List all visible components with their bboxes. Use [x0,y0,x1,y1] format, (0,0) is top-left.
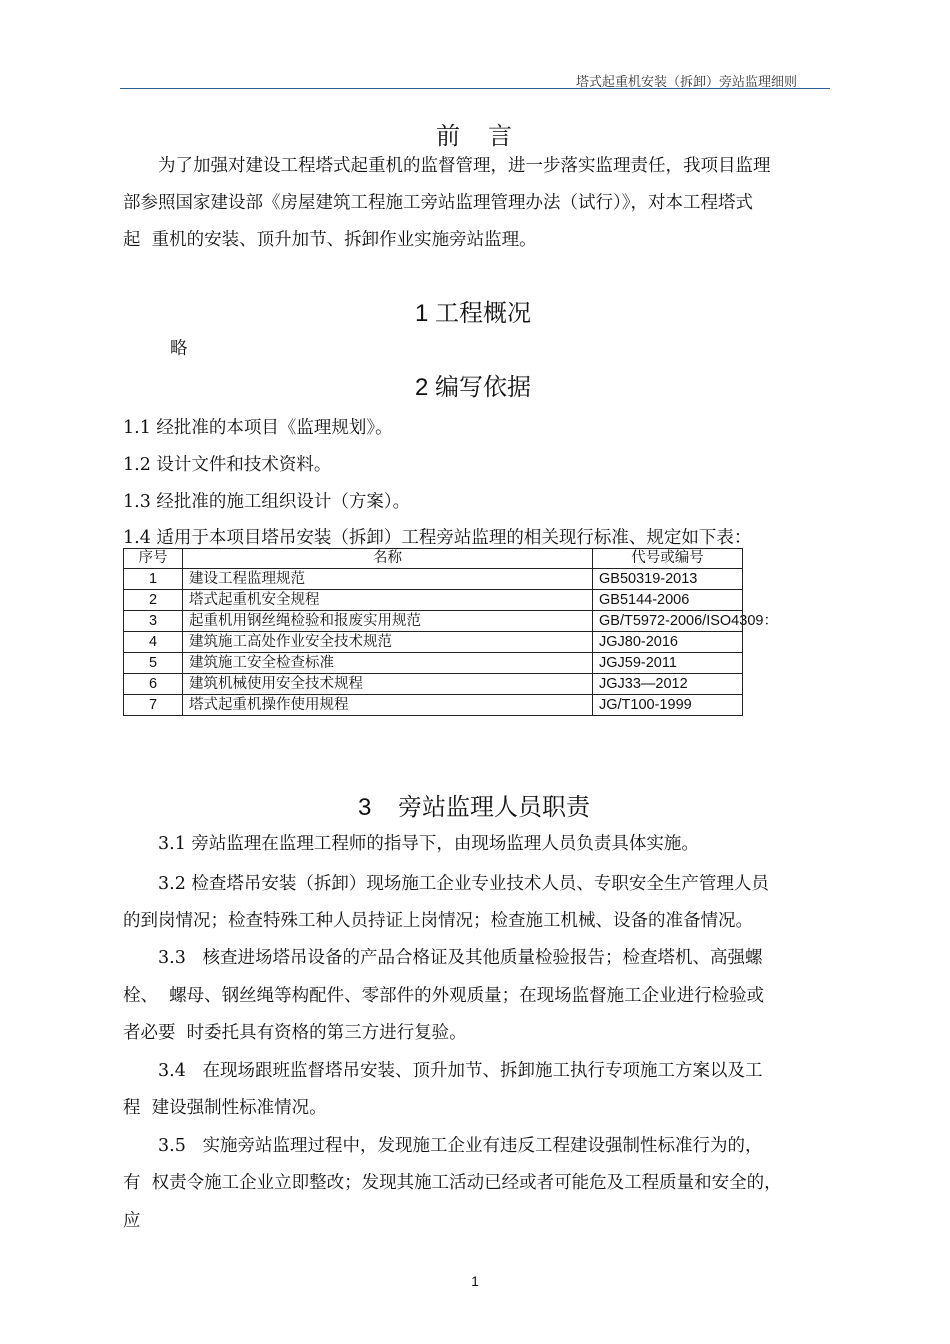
row-number: 5 [124,653,183,674]
standard-name: 起重机用钢丝绳检验和报废实用规范 [183,611,593,632]
col-header-code: 代号或编号 [593,549,743,569]
duty-line-3: 的到岗情况；检查特殊工种人员持证上岗情况；检查施工机械、设备的准备情况。 [123,911,753,931]
duty-line-6: 者必要 时委托具有资格的第三方进行复验。 [123,1023,467,1043]
table-row [124,590,743,611]
standard-code: JGJ80-2016 [593,632,743,653]
standard-code: JGJ33—2012 [593,674,743,695]
standard-code: GB5144-2006 [593,590,743,611]
duty-line-4: 3.3 核查进场塔吊设备的产品合格证及其他质量检验报告；检查塔机、高强螺 [158,948,763,968]
section-1-body: 略 [170,339,188,359]
duty-line-2: 3.2 检查塔吊安装（拆卸）现场施工企业专业技术人员、专职安全生产管理人员 [158,874,769,894]
section-3-heading: 3 旁站监理人员职责 [358,794,591,821]
row-number: 1 [124,569,183,590]
duty-line-11: 应 [123,1211,141,1231]
duty-line-8: 程 建设强制性标准情况。 [123,1098,327,1118]
basis-item-4: 1.4 适用于本项目塔吊安装（拆卸）工程旁站监理的相关现行标准、规定如下表： [123,528,752,548]
col-header-name: 名称 [183,549,593,569]
header-rule [120,88,830,89]
duty-line-5: 栓、 螺母、钢丝绳等构配件、零部件的外观质量；在现场监督施工企业进行检验或 [123,986,765,1006]
table-row [124,653,743,674]
table-header-row [124,549,743,569]
section-2-heading: 2 编写依据 [415,374,532,401]
preface-line-2: 部参照国家建设部《房屋建筑工程施工旁站监理管理办法（试行）》，对本工程塔式 [123,193,753,213]
standard-name: 建筑施工高处作业安全技术规范 [183,632,593,653]
row-number: 4 [124,632,183,653]
table-row [124,611,743,632]
standard-name: 建筑施工安全检查标准 [183,653,593,674]
basis-item-3: 1.3 经批准的施工组织设计（方案）。 [123,492,411,512]
page-number: 1 [471,1273,479,1289]
standard-name: 塔式起重机操作使用规程 [183,695,593,716]
table-row [124,569,743,590]
preface-line-1: 为了加强对建设工程塔式起重机的监督管理，进一步落实监理责任，我项目监理 [158,156,771,176]
standard-code: GB/T5972-2006/ISO4309： [593,611,743,632]
duty-line-10: 有 权责令施工企业立即整改；发现其施工活动已经或者可能危及工程质量和安全的， [123,1173,782,1193]
row-number: 2 [124,590,183,611]
duty-line-7: 3.4 在现场跟班监督塔吊安装、顶升加节、拆卸施工执行专项施工方案以及工 [158,1061,763,1081]
table-row [124,695,743,716]
basis-item-1: 1.1 经批准的本项目《监理规划》。 [123,418,393,438]
standard-name: 建筑机械使用安全技术规程 [183,674,593,695]
standard-code: JGJ59-2011 [593,653,743,674]
row-number: 6 [124,674,183,695]
standard-name: 建设工程监理规范 [183,569,593,590]
standard-name: 塔式起重机安全规程 [183,590,593,611]
table-row [124,674,743,695]
preface-line-3: 起 重机的安装、顶升加节、拆卸作业实施旁站监理。 [123,230,537,250]
standard-code: GB50319-2013 [593,569,743,590]
col-header-no: 序号 [124,549,183,569]
running-header-title: 塔式起重机安装（拆卸）旁站监理细则 [576,75,798,90]
section-1-heading: 1 工程概况 [415,300,532,327]
basis-item-2: 1.2 设计文件和技术资料。 [123,455,332,475]
duty-line-1: 3.1 旁站监理在监理工程师的指导下，由现场监理人员负责具体实施。 [158,834,699,854]
standards-table [123,548,778,716]
table-row [124,632,743,653]
row-number: 7 [124,695,183,716]
duty-line-9: 3.5 实施旁站监理过程中，发现施工企业有违反工程建设强制性标准行为的， [158,1136,763,1156]
preface-title: 前 言 [436,122,514,150]
row-number: 3 [124,611,183,632]
standard-code: JG/T100-1999 [593,695,743,716]
